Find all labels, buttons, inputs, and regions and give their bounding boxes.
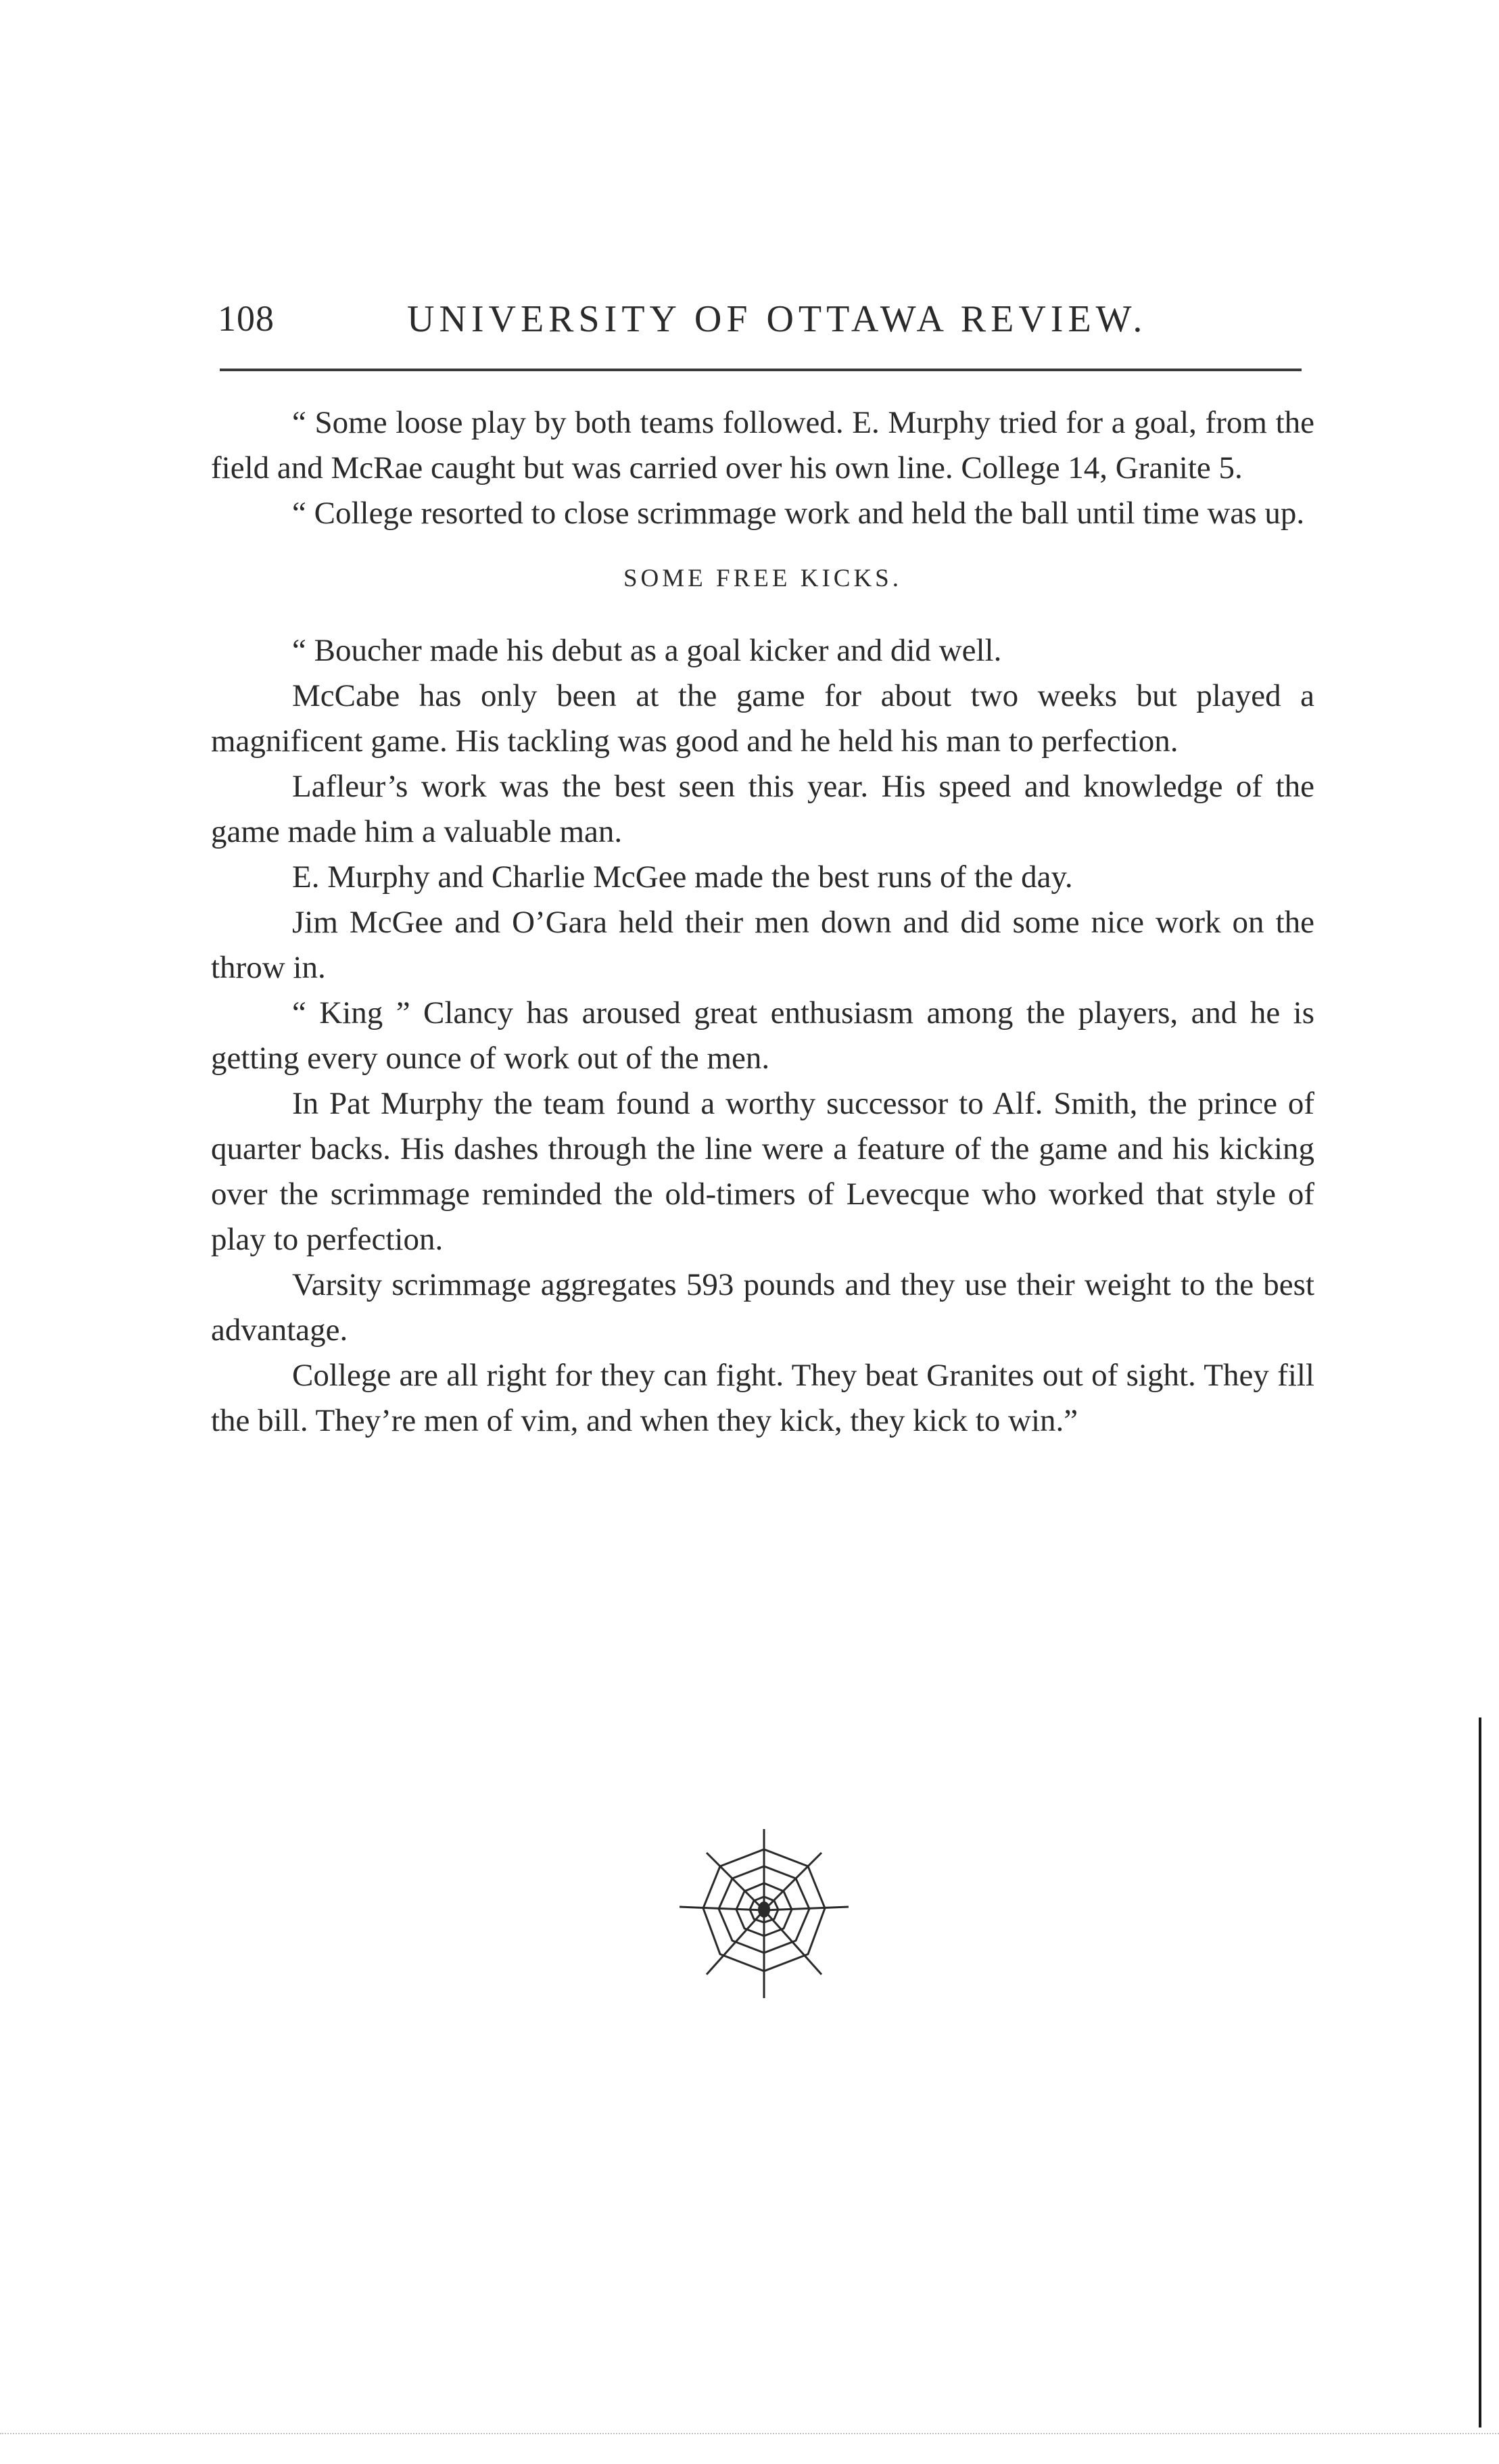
scan-specks (0, 2433, 1499, 2441)
paragraph: “ Some loose play by both teams followed. E. Murphy tried for a goal, from the field and McRae caught but was carried over his own line. College 14, Granite 5. (211, 405, 1314, 485)
paragraph: “ College resorted to close scrimmage work and held the ball until time was up. (292, 496, 1305, 531)
running-head (218, 298, 1320, 345)
paragraph: “ Boucher made his debut as a goal kicker and did well. (292, 633, 1002, 668)
paragraph: Lafleur’s work was the best seen this year. His speed and knowledge of the game made him a valuable man. (211, 769, 1314, 849)
paragraph: In Pat Murphy the team found a worthy successor to Alf. Smith, the prince of quarter backs. His dashes through the line were a feature of the game and his kicking over the scrimmage reminded the old-timers of Levecque who worked that style of play to perfection. (211, 1086, 1314, 1257)
article-body (211, 400, 1314, 1444)
paragraph: “ King ” Clancy has aroused great enthusiasm among the players, and he is getting every ounce of work out of the men. (211, 995, 1314, 1076)
spider-web-icon (666, 1826, 862, 2001)
paragraph: E. Murphy and Charlie McGee made the best runs of the day. (292, 859, 1073, 895)
header-rule (220, 369, 1302, 371)
paragraph: College are all right for they can fight. They beat Granites out of sight. They fill the bill. They’re men of vim, and when they kick, they kick to win.” (211, 1358, 1314, 1438)
section-subheading: SOME FREE KICKS. (623, 565, 903, 592)
paragraph: Jim McGee and O’Gara held their men down and did some nice work on the throw in. (211, 905, 1314, 985)
journal-title: UNIVERSITY OF OTTAWA REVIEW. (407, 298, 1147, 340)
paragraph: Varsity scrimmage aggregates 593 pounds and they use their weight to the best advantage. (211, 1267, 1314, 1348)
page-edge-line (1479, 1717, 1481, 2427)
page-number: 108 (218, 298, 275, 339)
paragraph: McCabe has only been at the game for about two weeks but played a magnificent game. His tackling was good and he held his man to perfection. (211, 678, 1314, 759)
